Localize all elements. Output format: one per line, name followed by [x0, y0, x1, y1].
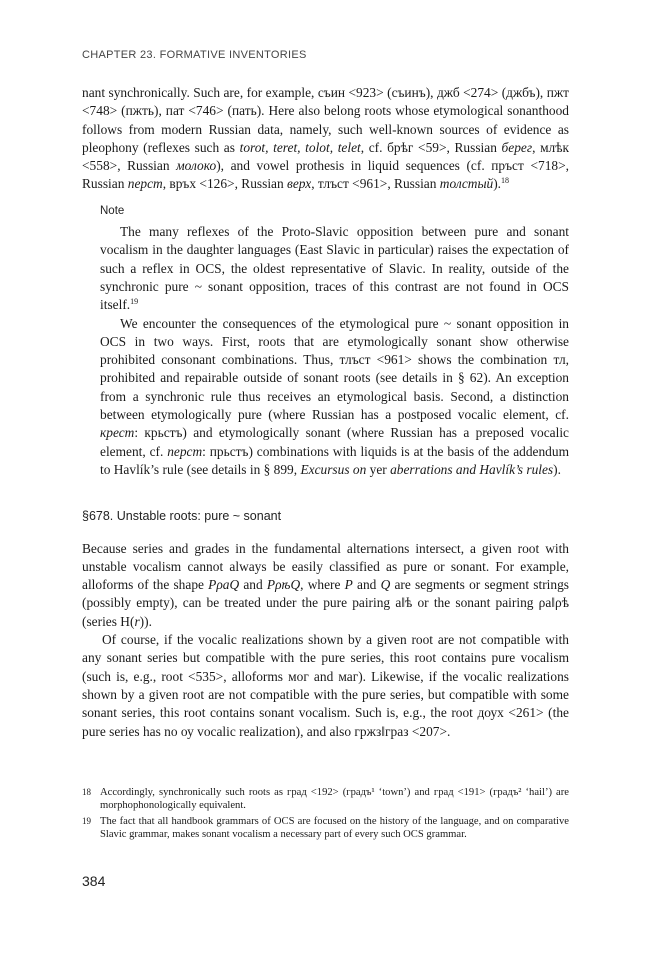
footnote-ref-19[interactable]: 19: [130, 297, 139, 307]
italic-run: крест: [100, 425, 135, 441]
italic-run: r: [134, 613, 140, 629]
footnote-text: Accordingly, synchronically such roots as град <192> (градъ¹ ‘town’) and град <191> (градъ² ‘hail’) are morphophonologically equivalent.: [100, 787, 569, 812]
italic-run: PρѣQ: [266, 577, 301, 593]
main-text: [82, 84, 569, 741]
italic-run: P: [344, 577, 353, 593]
text-run: We encounter the consequences of the etymological pure ~ sonant opposition in OCS in two ways. First, roots that are etymologically sonant show otherwise prohibited consonant combinations. Thus, тлъст <961> shows the combination тл, prohibited and repairable outside of sonant roots (see details in § 62). An exception from a synchronic rule thus receives an etymological basis. Second, a distinction between etymologically pure (where Russian has a postposed vocalic element, cf.: [100, 315, 569, 423]
text-run: , тлъст <961>, Russian: [311, 176, 440, 192]
note-block: [82, 223, 569, 479]
text-run: ).: [493, 176, 502, 192]
text-run: )).: [139, 613, 152, 629]
footnote-number: 18: [82, 787, 91, 797]
section-paragraph-1: [82, 540, 569, 631]
italic-run: torot, teret, tolot, telet: [239, 139, 361, 155]
text-run: ), and vowel prothesis in liquid sequences (cf. пръст <718>, Russian: [82, 158, 569, 192]
section-heading: §678. Unstable roots: pure ~ sonant: [82, 509, 282, 524]
note-paragraph-1: [100, 223, 569, 314]
text-run: yer: [366, 461, 391, 477]
footnote-number: 19: [82, 815, 91, 826]
footnote-ref-18[interactable]: 18: [501, 176, 510, 186]
text-run: are segments or segment strings (possibly empty), can be treated under the pure pairing a‖ѣ or the sonant pairing ρa‖ρѣ (series H(: [82, 577, 569, 629]
note-paragraph-2: [100, 315, 569, 480]
text-run: , cf. брѣг <59>, Russian: [360, 139, 502, 155]
italic-run: толстый: [439, 176, 494, 192]
footnote-text: The fact that all handbook grammars of OCS are focused on the history of the language, and on comparative Slavic grammar, makes sonant vocalism a necessary part of every such OCS grammar.: [100, 815, 569, 841]
italic-run: берег: [501, 139, 533, 155]
text-run: : прьстъ) combinations with liquids is at the basis of the addendum to Havlík’s rule (see details in § 899,: [100, 443, 569, 477]
paragraph-continuation: [82, 84, 569, 194]
italic-run: PρaQ: [208, 577, 240, 593]
italic-run: aberrations and Havlík’s rules: [390, 461, 554, 477]
section-paragraph-2: Of course, if the vocalic realizations shown by a given root are not compatible with any sonant series but compatible with the pure series, this root contains pure vocalism (such is, e.g., root <535>, alloforms мог and маг). Likewise, if the vocalic realizations shown by a given root are not compatible with the pure series, but compatible with some sonant series, this root contains sonant vocalism. Such is, e.g., the root доух <261> (the pure series has no оу vocalic realization), and also гржз‖граз <207>.: [82, 632, 569, 739]
footnote-19: [82, 815, 569, 842]
text-run: , where: [300, 577, 345, 593]
italic-run: молоко: [176, 158, 217, 174]
text-run: nant synchronically. Such are, for example, съин <923> (съинъ), джб <274> (джбъ), пжт <748> (пжть), пат <746> (пать). Here also belong roots whose etymological sonanthood follows from modern Russian data, namely, such well-known sources of evidence as pleophony (reflexes such as: [82, 85, 569, 155]
text-run: , връх <126>, Russian: [162, 176, 288, 192]
running-head: CHAPTER 23. FORMATIVE INVENTORIES: [82, 49, 307, 61]
footnotes: [82, 786, 569, 844]
text-run: Because series and grades in the fundamental alternations intersect, a given root with unstable vocalism cannot always be easily classified as pure or sonant. For example, alloforms of the shape: [82, 540, 569, 593]
text-run: The many reflexes of the Proto-Slavic opposition between pure and sonant vocalism in the daughter languages (East Slavic in particular) raises the expectation of such a reflex in OCS, the oldest representative of Slavic. In reality, outside of the synchronic pure ~ sonant opposition, traces of this contrast are not found in OCS itself.: [100, 224, 569, 313]
text-run: and: [239, 577, 267, 593]
italic-run: перст: [127, 176, 163, 192]
italic-run: перст: [167, 443, 203, 459]
text-run: ).: [553, 461, 561, 477]
italic-run: Q: [380, 577, 391, 593]
footnote-18: [82, 786, 569, 813]
italic-run: Excursus on: [300, 461, 367, 477]
text-run: and: [352, 577, 381, 593]
page-number: 384: [82, 873, 106, 889]
note-label: Note: [100, 204, 125, 217]
text-run: : крьстъ) and etymologically sonant (where Russian has a preposed vocalic element, cf.: [100, 425, 569, 459]
text-run: , млѣк <558>, Russian: [82, 139, 570, 174]
italic-run: верх: [287, 176, 312, 192]
